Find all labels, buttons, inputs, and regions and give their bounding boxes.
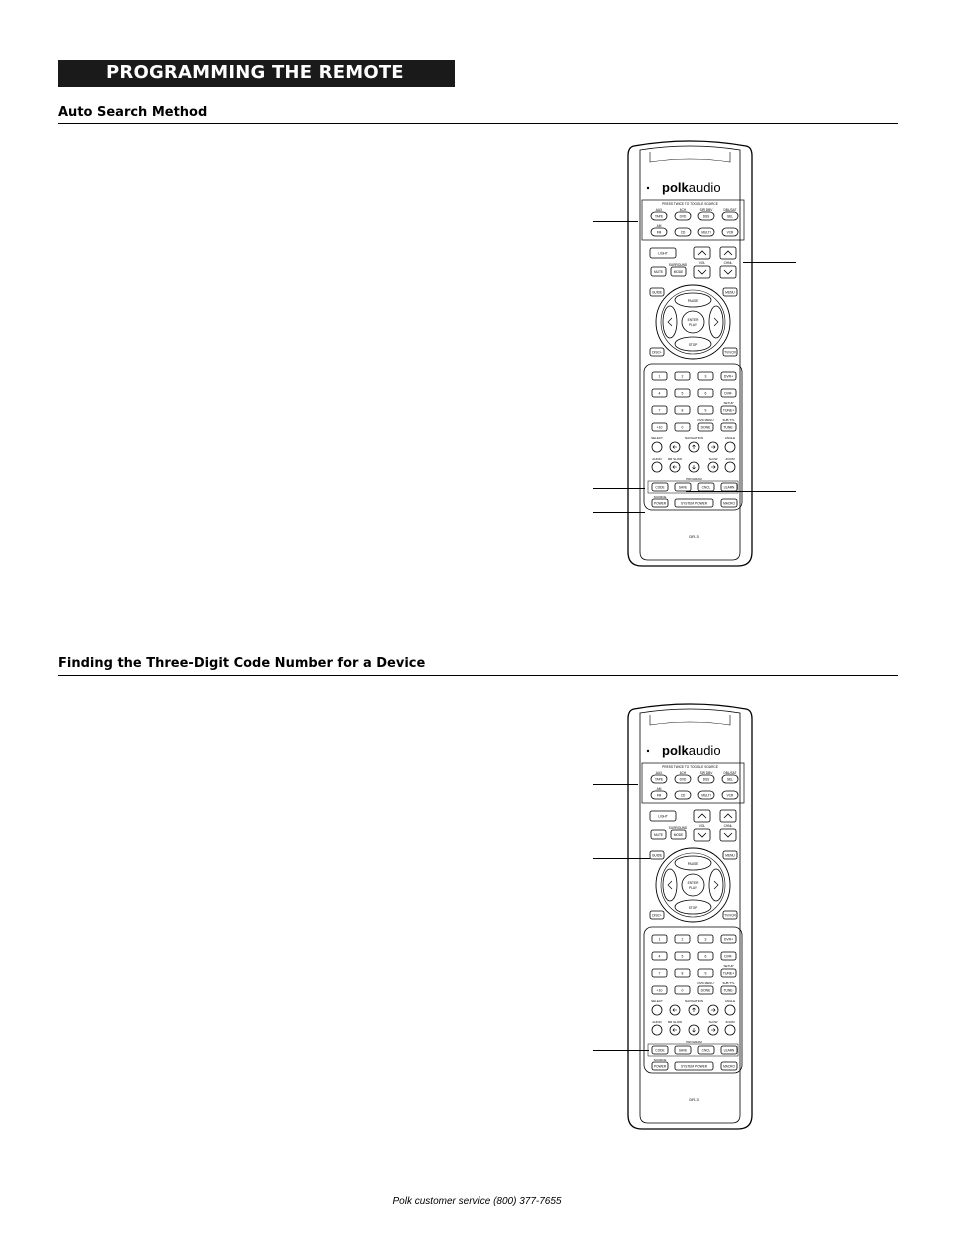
source-label: SOURCE xyxy=(653,495,667,499)
svg-text:MODE: MODE xyxy=(673,833,684,837)
svg-text:TUNE-: TUNE- xyxy=(723,425,734,430)
svg-text:DISC+: DISC+ xyxy=(652,350,662,355)
callout-line xyxy=(686,491,796,492)
svg-text:8: 8 xyxy=(681,408,684,413)
source-button-dvd[interactable] xyxy=(675,212,691,220)
stop-button[interactable] xyxy=(675,900,711,914)
save-button[interactable] xyxy=(675,1046,691,1054)
svg-text:4: 4 xyxy=(658,954,661,959)
select-button[interactable] xyxy=(652,442,662,452)
svg-text:2: 2 xyxy=(681,374,684,379)
source-button-dss[interactable] xyxy=(698,775,714,783)
enter-play-button[interactable] xyxy=(682,874,704,896)
mute-button[interactable] xyxy=(651,267,666,276)
svg-text:POWER: POWER xyxy=(653,1064,667,1069)
svg-text:7: 7 xyxy=(658,408,661,413)
nav-up-button[interactable] xyxy=(689,442,699,452)
source-button-vcr[interactable] xyxy=(722,791,738,799)
light-button[interactable] xyxy=(650,811,676,821)
program-label: PROGRAM xyxy=(686,1040,702,1044)
source-button-dvd[interactable] xyxy=(675,775,691,783)
navigation-label: NAVIGATION xyxy=(684,999,704,1003)
source-label: 6CH xyxy=(679,771,687,775)
key-1[interactable] xyxy=(652,935,667,943)
source-button-fm[interactable] xyxy=(651,228,667,236)
svg-text:LIGHT: LIGHT xyxy=(658,251,668,256)
svg-text:SEL: SEL xyxy=(726,214,734,219)
chnl-up-button[interactable] xyxy=(720,810,736,822)
svg-text:DVR+: DVR+ xyxy=(723,937,734,942)
svg-text:DONE: DONE xyxy=(700,988,711,993)
source-label: AUX xyxy=(655,771,663,775)
system-power-button[interactable] xyxy=(675,1062,713,1070)
toggle-source-label: PRESS TWICE TO TOGGLE SOURCE xyxy=(662,765,718,769)
source-power-button[interactable] xyxy=(652,499,668,507)
source-label: AUX xyxy=(655,208,663,212)
source-button-multi[interactable] xyxy=(698,228,714,236)
pause-button[interactable] xyxy=(675,293,711,307)
zoom-label: ZOOM xyxy=(725,457,735,461)
key-6[interactable] xyxy=(698,389,713,397)
audio-button[interactable] xyxy=(652,1025,662,1035)
angle-label: ANGLE xyxy=(724,999,736,1003)
remote-illustration xyxy=(622,138,758,575)
callout-line xyxy=(593,1050,649,1051)
vol-up-button[interactable] xyxy=(694,247,710,259)
key-9[interactable] xyxy=(698,969,713,977)
svg-text:6: 6 xyxy=(704,391,707,396)
tune-down-button[interactable] xyxy=(721,986,736,994)
select-label: SELECT xyxy=(651,999,663,1003)
svg-text:VCR: VCR xyxy=(726,230,734,235)
key-4[interactable] xyxy=(652,952,667,960)
svg-text:5: 5 xyxy=(681,391,684,396)
section-heading-auto-search: Auto Search Method xyxy=(58,105,208,120)
svg-text:FM: FM xyxy=(656,793,662,798)
svg-text:CNCL: CNCL xyxy=(701,485,711,490)
angle-button[interactable] xyxy=(725,1005,735,1015)
learn-button[interactable] xyxy=(721,1046,737,1054)
source-power-button[interactable] xyxy=(652,1062,668,1070)
source-label: 6CH xyxy=(679,208,687,212)
svg-text:SAVE: SAVE xyxy=(678,485,688,490)
svg-text:SEL: SEL xyxy=(726,777,734,782)
callout-line xyxy=(593,512,645,513)
key-8[interactable] xyxy=(675,406,690,414)
done-button[interactable] xyxy=(698,986,713,994)
svg-text:DVR-: DVR- xyxy=(724,391,733,396)
forward-button[interactable] xyxy=(709,306,723,338)
key-0[interactable] xyxy=(675,986,690,994)
slow-label: SLOW xyxy=(708,1020,718,1024)
svg-text:CD: CD xyxy=(680,793,686,798)
svg-text:STOP: STOP xyxy=(688,906,698,910)
mode-button[interactable] xyxy=(671,267,686,276)
dvd-menu-label: DVD MENU xyxy=(697,981,714,985)
svg-text:GUIDE: GUIDE xyxy=(651,853,663,858)
system-power-button[interactable] xyxy=(675,499,713,507)
key-0[interactable] xyxy=(675,423,690,431)
navigation-dpad xyxy=(656,848,730,922)
nav-left-button[interactable] xyxy=(670,1005,680,1015)
stop-button[interactable] xyxy=(675,337,711,351)
source-button-cd[interactable] xyxy=(675,791,691,799)
svg-text:DSS: DSS xyxy=(702,214,710,219)
remote-svg xyxy=(622,138,758,570)
svg-text:5: 5 xyxy=(681,954,684,959)
svg-text:GUIDE: GUIDE xyxy=(651,290,663,295)
svg-text:LEARN: LEARN xyxy=(723,1048,735,1053)
nav-down-button[interactable] xyxy=(689,462,699,472)
tv-vcr-button[interactable] xyxy=(723,348,737,356)
callout-line xyxy=(593,858,650,859)
source-label: SIR DBV xyxy=(699,771,713,775)
svg-text:MACRO: MACRO xyxy=(723,501,735,506)
key-9[interactable] xyxy=(698,406,713,414)
chnl-down-button[interactable] xyxy=(720,829,736,841)
svg-text:MUTE: MUTE xyxy=(653,270,664,274)
setup-label: SETUP xyxy=(723,401,734,405)
svg-text:0: 0 xyxy=(681,425,684,430)
navigation-label: NAVIGATION xyxy=(684,436,704,440)
key-2[interactable] xyxy=(675,372,690,380)
svg-text:STOP: STOP xyxy=(688,343,698,347)
callout-line xyxy=(593,784,638,785)
svg-text:PLAY: PLAY xyxy=(689,323,697,327)
menu-button[interactable] xyxy=(723,851,737,859)
svg-text:LIGHT: LIGHT xyxy=(658,814,668,819)
chnl-up-button[interactable] xyxy=(720,247,736,259)
svg-text:+10: +10 xyxy=(656,425,663,430)
tune-up-button[interactable] xyxy=(721,969,736,977)
svg-text:TUNE+: TUNE+ xyxy=(722,408,735,413)
section-rule xyxy=(58,123,898,124)
svg-text:1: 1 xyxy=(658,937,661,942)
svg-text:TV/VCR: TV/VCR xyxy=(724,913,736,918)
source-button-cd[interactable] xyxy=(675,228,691,236)
svg-text:8: 8 xyxy=(681,971,684,976)
tune-down-button[interactable] xyxy=(721,423,736,431)
svg-text:PLAY: PLAY xyxy=(689,886,697,890)
nav-up-button[interactable] xyxy=(689,1005,699,1015)
key-3[interactable] xyxy=(698,372,713,380)
callout-line xyxy=(743,262,796,263)
svg-text:4: 4 xyxy=(658,391,661,396)
svg-text:DVR-: DVR- xyxy=(724,954,733,959)
angle-label: ANGLE xyxy=(724,436,736,440)
source-label: AM xyxy=(656,787,662,791)
dvd-menu-label: DVD MENU xyxy=(697,418,714,422)
done-button[interactable] xyxy=(698,423,713,431)
audio-label: AUDIO xyxy=(652,1020,662,1024)
dvr-minus-button[interactable] xyxy=(721,952,736,960)
key-7[interactable] xyxy=(652,406,667,414)
source-button-sel[interactable] xyxy=(722,775,738,783)
slow-fwd-button[interactable] xyxy=(708,462,718,472)
tune-up-button[interactable] xyxy=(721,406,736,414)
svg-text:DONE: DONE xyxy=(700,425,711,430)
rewind-button[interactable] xyxy=(663,869,677,901)
code-button[interactable] xyxy=(652,483,668,491)
guide-button[interactable] xyxy=(650,288,664,296)
nav-left-button[interactable] xyxy=(670,442,680,452)
learn-button[interactable] xyxy=(721,483,737,491)
rewind-button[interactable] xyxy=(663,306,677,338)
zoom-button[interactable] xyxy=(725,1025,735,1035)
svg-text:6: 6 xyxy=(704,954,707,959)
svg-text:CODE: CODE xyxy=(655,485,665,490)
enter-play-button[interactable] xyxy=(682,311,704,333)
rew-slow-label: RR SLOW xyxy=(667,457,683,461)
brand-logo: polkaudio xyxy=(662,743,721,758)
guide-button[interactable] xyxy=(650,851,664,859)
program-label: PROGRAM xyxy=(686,477,702,481)
disc-button[interactable] xyxy=(650,348,664,356)
pause-button[interactable] xyxy=(675,856,711,870)
page-title-bar xyxy=(58,60,455,87)
key-plus-10[interactable] xyxy=(652,986,667,994)
zoom-button[interactable] xyxy=(725,462,735,472)
svg-text:MENU: MENU xyxy=(725,290,735,295)
nav-right-button[interactable] xyxy=(708,1005,718,1015)
svg-text:MENU: MENU xyxy=(725,853,735,858)
svg-text:DSS: DSS xyxy=(702,777,710,782)
key-4[interactable] xyxy=(652,389,667,397)
svg-text:DVD: DVD xyxy=(679,214,687,219)
svg-text:ENTER: ENTER xyxy=(687,881,699,885)
remote-svg xyxy=(622,701,758,1133)
svg-text:DVD: DVD xyxy=(679,777,687,782)
footer-customer-service: Polk customer service (800) 377-7655 xyxy=(392,1196,562,1207)
source-label: SIR DBV xyxy=(699,208,713,212)
svg-text:CODE: CODE xyxy=(655,1048,665,1053)
svg-text:TAPE: TAPE xyxy=(654,777,664,782)
chnl-label: CHNL xyxy=(723,824,733,828)
code-button[interactable] xyxy=(652,1046,668,1054)
nav-right-button[interactable] xyxy=(708,442,718,452)
svg-text:7: 7 xyxy=(658,971,661,976)
section-rule xyxy=(58,675,898,676)
rew-slow-label: RR SLOW xyxy=(667,1020,683,1024)
svg-text:TV/VCR: TV/VCR xyxy=(724,350,736,355)
svg-text:SYSTEM POWER: SYSTEM POWER xyxy=(680,1064,708,1069)
svg-text:MULTI: MULTI xyxy=(701,230,711,235)
page-title: PROGRAMMING THE REMOTE xyxy=(106,62,404,83)
select-label: SELECT xyxy=(651,436,663,440)
audio-button[interactable] xyxy=(652,462,662,472)
disc-button[interactable] xyxy=(650,911,664,919)
svg-text:POWER: POWER xyxy=(653,501,667,506)
svg-text:VCR: VCR xyxy=(726,793,734,798)
source-button-multi[interactable] xyxy=(698,791,714,799)
svg-text:+10: +10 xyxy=(656,988,663,993)
key-8[interactable] xyxy=(675,969,690,977)
slow-rev-button[interactable] xyxy=(670,462,680,472)
svg-text:SYSTEM POWER: SYSTEM POWER xyxy=(680,501,708,506)
svg-text:FM: FM xyxy=(656,230,662,235)
vol-up-button[interactable] xyxy=(694,810,710,822)
svg-text:2: 2 xyxy=(681,937,684,942)
source-button-sel[interactable] xyxy=(722,212,738,220)
macro-button[interactable] xyxy=(721,1062,737,1070)
angle-button[interactable] xyxy=(725,442,735,452)
svg-text:9: 9 xyxy=(704,971,707,976)
vol-label: VOL xyxy=(698,261,706,265)
key-5[interactable] xyxy=(675,952,690,960)
key-6[interactable] xyxy=(698,952,713,960)
svg-text:ENTER: ENTER xyxy=(687,318,699,322)
svg-text:LEARN: LEARN xyxy=(723,485,735,490)
mode-button[interactable] xyxy=(671,830,686,839)
slow-fwd-button[interactable] xyxy=(708,1025,718,1035)
svg-text:9: 9 xyxy=(704,408,707,413)
chnl-down-button[interactable] xyxy=(720,266,736,278)
cancel-button[interactable] xyxy=(698,1046,714,1054)
svg-text:MUTE: MUTE xyxy=(653,833,664,837)
source-label: DBL/SAT xyxy=(723,771,737,775)
vol-down-button[interactable] xyxy=(694,829,710,841)
vol-down-button[interactable] xyxy=(694,266,710,278)
svg-text:PAUSE: PAUSE xyxy=(687,299,699,303)
svg-text:3: 3 xyxy=(704,374,707,379)
remote-illustration xyxy=(622,701,758,1138)
svg-text:MODE: MODE xyxy=(673,270,684,274)
macro-button[interactable] xyxy=(721,499,737,507)
dvr-plus-button[interactable] xyxy=(721,935,736,943)
section-heading-three-digit-code: Finding the Three-Digit Code Number for a Device xyxy=(58,656,426,671)
key-5[interactable] xyxy=(675,389,690,397)
select-button[interactable] xyxy=(652,1005,662,1015)
model-label: DR-3 xyxy=(689,1097,699,1102)
slow-label: SLOW xyxy=(708,457,718,461)
svg-text:PAUSE: PAUSE xyxy=(687,862,699,866)
nav-down-button[interactable] xyxy=(689,1025,699,1035)
forward-button[interactable] xyxy=(709,869,723,901)
key-7[interactable] xyxy=(652,969,667,977)
svg-text:TAPE: TAPE xyxy=(654,214,664,219)
toggle-source-label: PRESS TWICE TO TOGGLE SOURCE xyxy=(662,202,718,206)
dvr-plus-button[interactable] xyxy=(721,372,736,380)
source-label: SOURCE xyxy=(653,1058,667,1062)
svg-text:0: 0 xyxy=(681,988,684,993)
callout-line xyxy=(593,221,638,222)
source-label: AM xyxy=(656,224,662,228)
key-1[interactable] xyxy=(652,372,667,380)
menu-button[interactable] xyxy=(723,288,737,296)
surround-label: SURROUND xyxy=(668,826,688,830)
svg-text:MULTI: MULTI xyxy=(701,793,711,798)
led-indicator xyxy=(647,187,649,189)
setup-label: SETUP xyxy=(723,964,734,968)
key-2[interactable] xyxy=(675,935,690,943)
source-button-vcr[interactable] xyxy=(722,228,738,236)
svg-text:MACRO: MACRO xyxy=(723,1064,735,1069)
dvr-minus-button[interactable] xyxy=(721,389,736,397)
svg-text:CNCL: CNCL xyxy=(701,1048,711,1053)
source-button-dss[interactable] xyxy=(698,212,714,220)
source-button-fm[interactable] xyxy=(651,791,667,799)
svg-text:SAVE: SAVE xyxy=(678,1048,688,1053)
svg-text:DISC+: DISC+ xyxy=(652,913,662,918)
navigation-dpad xyxy=(656,285,730,359)
light-button[interactable] xyxy=(650,248,676,258)
chnl-label: CHNL xyxy=(723,261,733,265)
brand-logo: polkaudio xyxy=(662,180,721,195)
led-indicator xyxy=(647,750,649,752)
source-button-tape[interactable] xyxy=(651,212,667,220)
zoom-label: ZOOM xyxy=(725,1020,735,1024)
svg-text:CD: CD xyxy=(680,230,686,235)
mute-button[interactable] xyxy=(651,830,666,839)
source-label: DBL/SAT xyxy=(723,208,737,212)
svg-text:3: 3 xyxy=(704,937,707,942)
save-button[interactable] xyxy=(675,483,691,491)
svg-text:TUNE+: TUNE+ xyxy=(722,971,735,976)
surround-label: SURROUND xyxy=(668,263,688,267)
audio-label: AUDIO xyxy=(652,457,662,461)
svg-text:DVR+: DVR+ xyxy=(723,374,734,379)
svg-text:TUNE-: TUNE- xyxy=(723,988,734,993)
sub-ttl-label: SUB TTL xyxy=(722,981,735,985)
key-plus-10[interactable] xyxy=(652,423,667,431)
svg-text:1: 1 xyxy=(658,374,661,379)
model-label: DR-3 xyxy=(689,534,699,539)
key-3[interactable] xyxy=(698,935,713,943)
source-button-tape[interactable] xyxy=(651,775,667,783)
sub-ttl-label: SUB TTL xyxy=(722,418,735,422)
callout-line xyxy=(593,488,645,489)
slow-rev-button[interactable] xyxy=(670,1025,680,1035)
vol-label: VOL xyxy=(698,824,706,828)
cancel-button[interactable] xyxy=(698,483,714,491)
tv-vcr-button[interactable] xyxy=(723,911,737,919)
